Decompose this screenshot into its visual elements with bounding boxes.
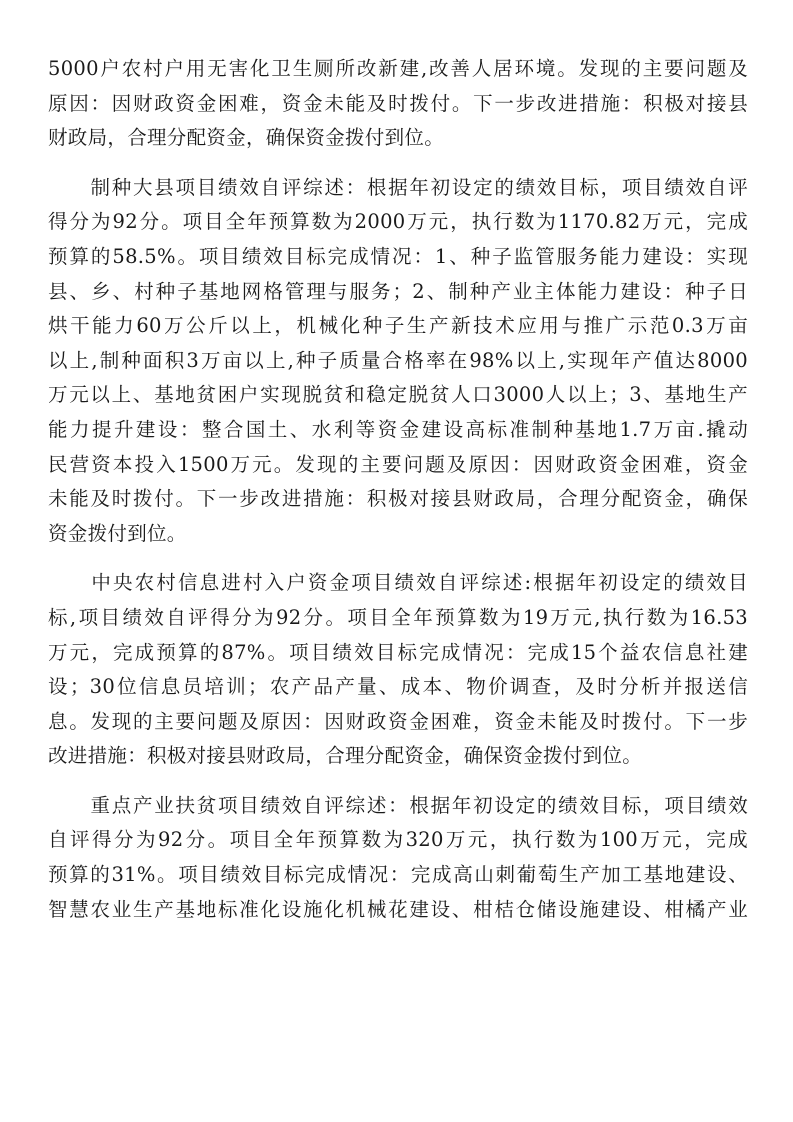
text-line: 重点产业扶贫项目绩效自评综述：根据年初设定的绩效目标，项目绩效	[48, 793, 748, 817]
text-line: 标,项目绩效自评得分为92分。项目全年预算数为19万元,执行数为16.53	[48, 605, 748, 629]
text-line: 资金拨付到位。	[48, 521, 187, 545]
text-line: 万元，完成预算的87%。项目绩效目标完成情况：完成15个益农信息社建	[48, 640, 748, 664]
text-line: 县、乡、村种子基地网格管理与服务；2、制种产业主体能力建设：种子日	[48, 279, 748, 303]
text-line: 能力提升建设：整合国土、水利等资金建设高标准制种基地1.7万亩.撬动	[48, 417, 748, 441]
text-line: 万元以上、基地贫困户实现脱贫和稳定脱贫人口3000人以上；3、基地生产	[48, 383, 748, 407]
text-line: 自评得分为92分。项目全年预算数为320万元，执行数为100万元，完成	[48, 828, 748, 852]
text-line: 设；30位信息员培训；农产品产量、成本、物价调查，及时分析并报送信	[48, 675, 748, 699]
paragraph-rural-information-project	[48, 566, 748, 774]
text-line: 5000户农村户用无害化卫生厕所改新建,改善人居环境。发现的主要问题及	[48, 57, 748, 80]
text-line: 财政局，合理分配资金，确保资金拨付到位。	[48, 126, 445, 150]
text-line: 预算的58.5%。项目绩效目标完成情况：1、种子监管服务能力建设：实现	[48, 244, 748, 268]
paragraph-seed-county-project	[48, 171, 748, 552]
text-line: 得分为92分。项目全年预算数为2000万元，执行数为1170.82万元，完成	[48, 210, 748, 234]
text-line: 息。发现的主要问题及原因：因财政资金困难，资金未能及时拨付。下一步	[48, 709, 748, 733]
text-line: 烘干能力60万公斤以上，机械化种子生产新技术应用与推广示范0.3万亩	[48, 314, 748, 338]
text-line: 中央农村信息进村入户资金项目绩效自评综述:根据年初设定的绩效目	[48, 571, 748, 595]
text-line: 原因：因财政资金困难，资金未能及时拨付。下一步改进措施：积极对接县	[48, 91, 748, 115]
text-line: 智慧农业生产基地标准化设施化机械花建设、柑桔仓储设施建设、柑橘产业	[48, 897, 748, 921]
text-line: 民营资本投入1500万元。发现的主要问题及原因：因财政资金困难，资金	[48, 452, 748, 476]
text-line: 以上,制种面积3万亩以上,种子质量合格率在98%以上,实现年产值达8000	[48, 348, 748, 372]
text-line: 未能及时拨付。下一步改进措施：积极对接县财政局，合理分配资金，确保	[48, 487, 748, 511]
text-line: 改进措施：积极对接县财政局，合理分配资金，确保资金拨付到位。	[48, 744, 643, 768]
paragraph-toilet-renovation	[48, 52, 748, 156]
text-line: 制种大县项目绩效自评综述：根据年初设定的绩效目标，项目绩效自评	[48, 175, 748, 199]
document-page	[48, 52, 748, 942]
paragraph-industry-poverty-project	[48, 789, 748, 927]
text-line: 预算的31%。项目绩效目标完成情况：完成高山刺葡萄生产加工基地建设、	[48, 863, 748, 887]
